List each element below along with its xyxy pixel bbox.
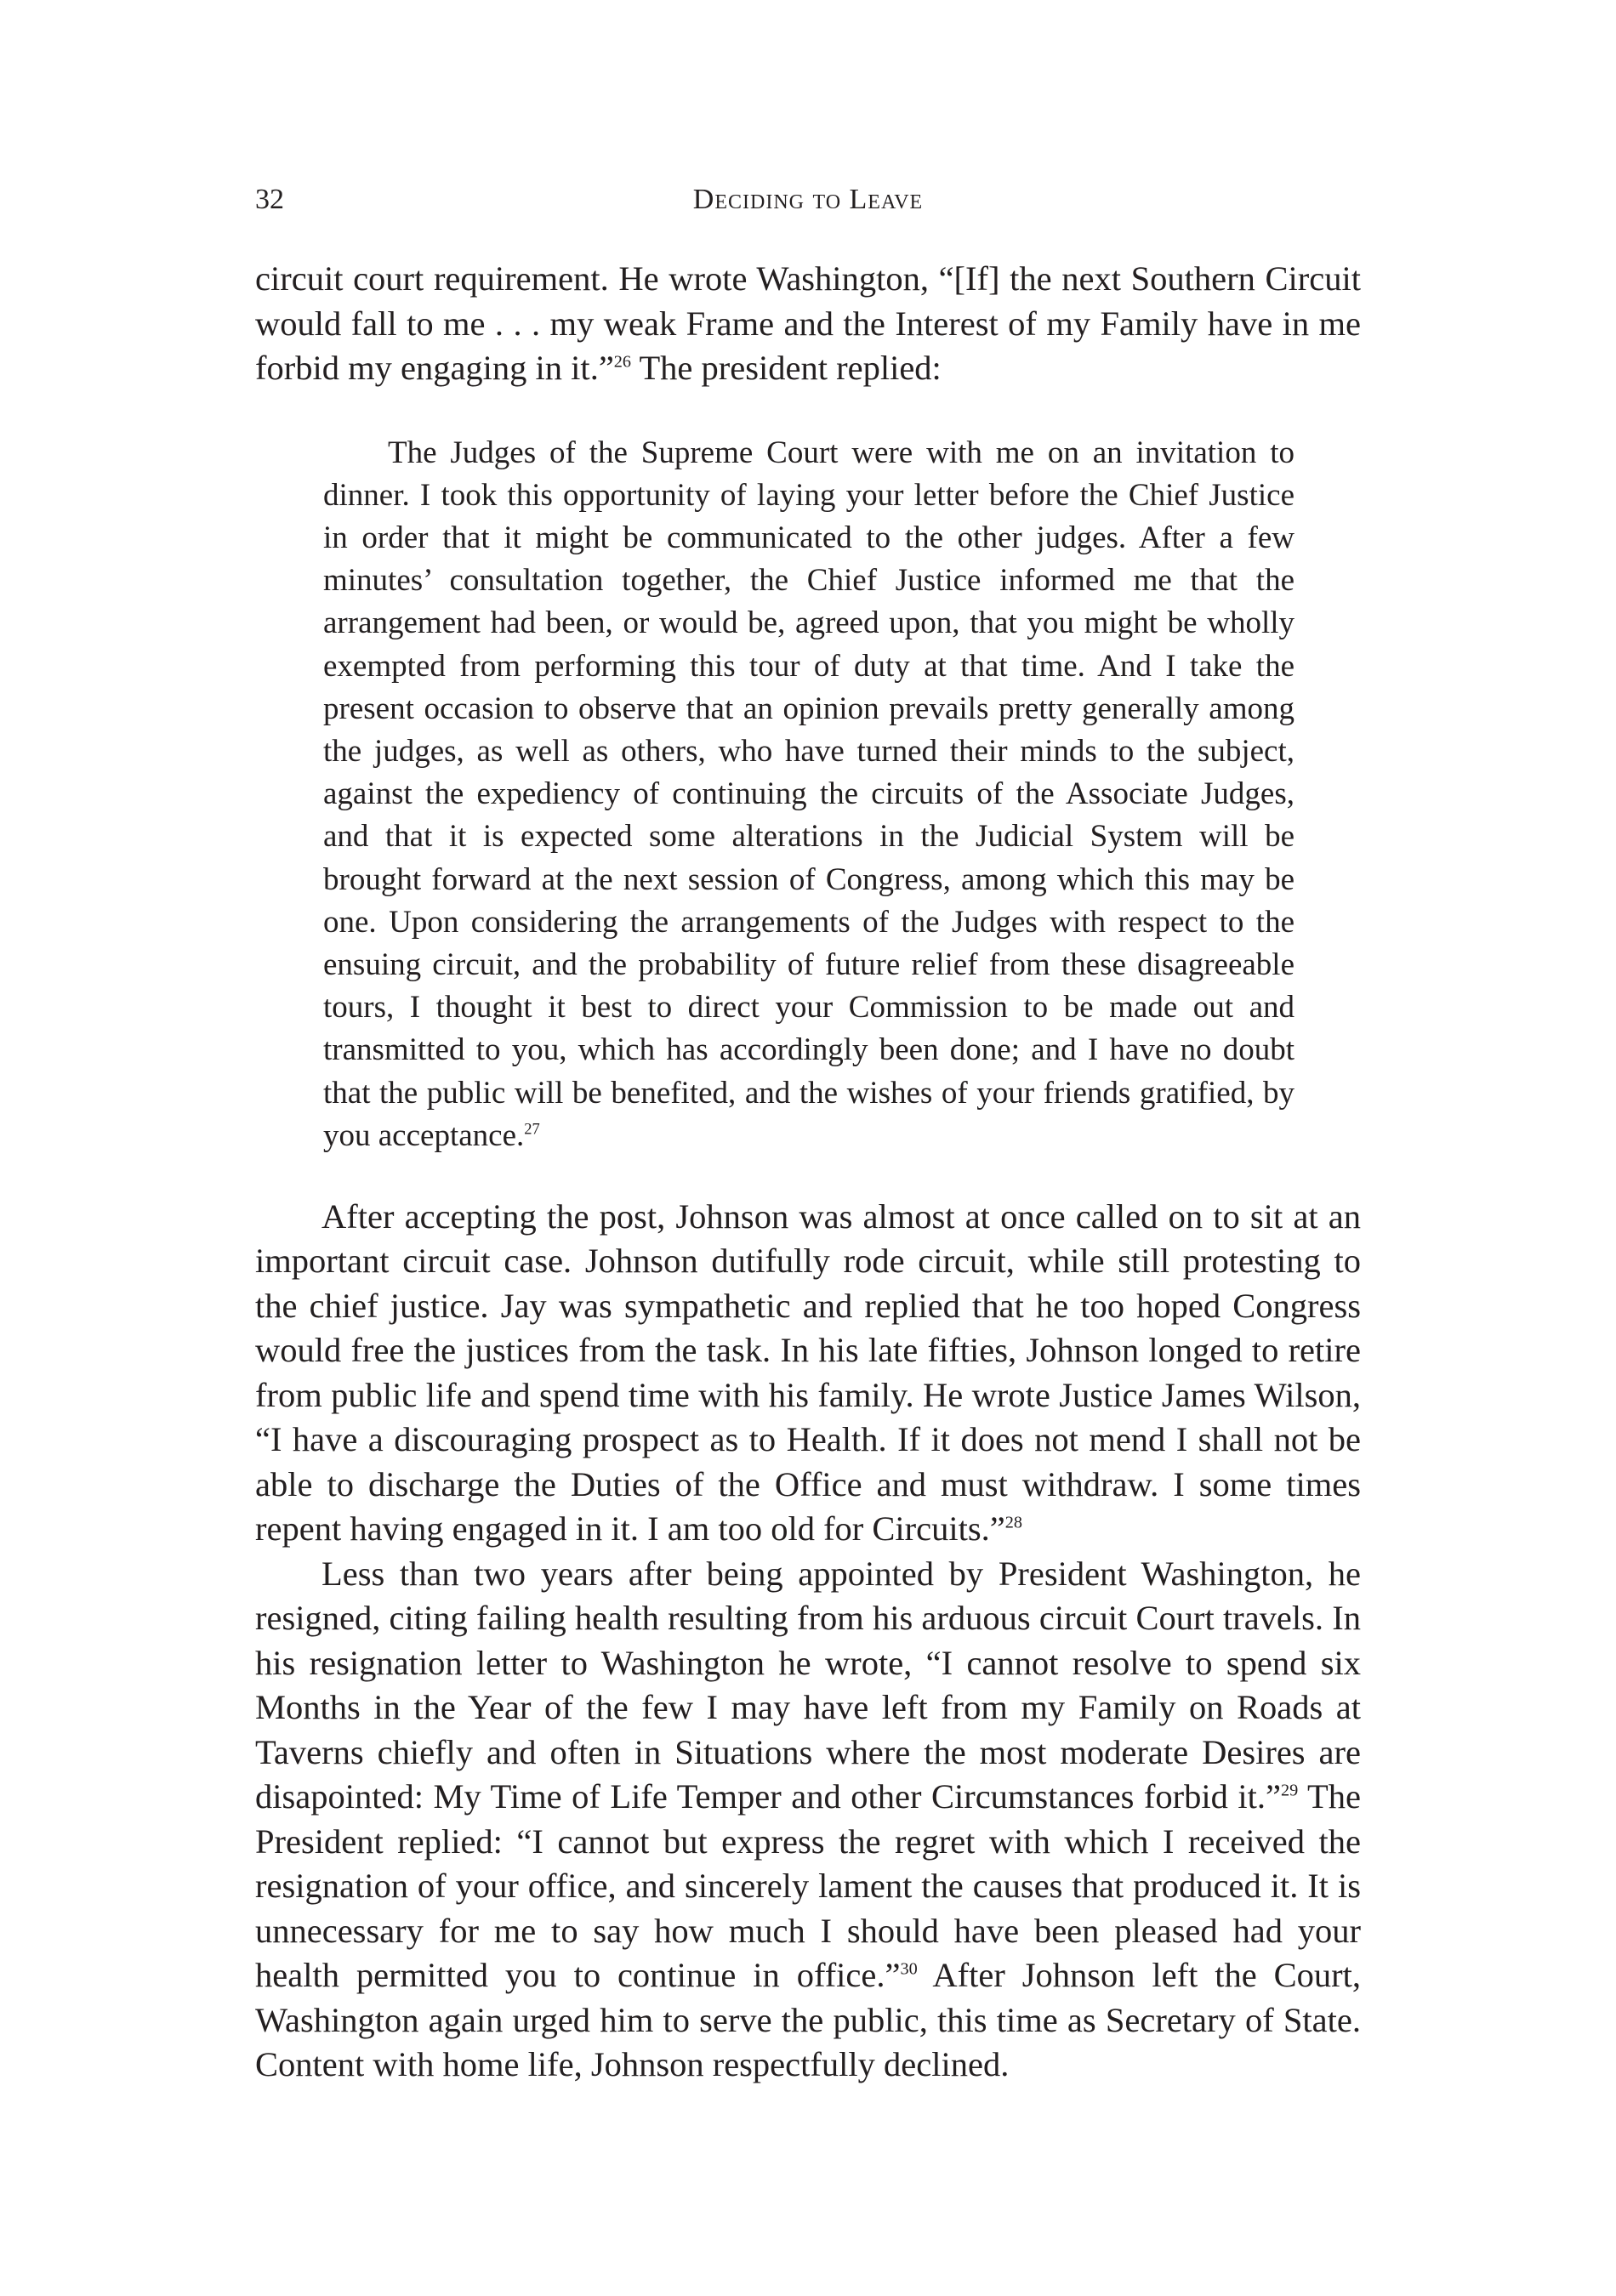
running-head: [255, 179, 1361, 221]
running-title: Deciding to Leave: [692, 184, 924, 215]
main-text: [255, 257, 1361, 2088]
paragraph-resignation-text-c: After Johnson left the Court, Washington again urged him to serve the public, this time as Secretary of State. Content with home life, Johnson respectfully declined.: [255, 1956, 1361, 2084]
block-quote-paragraph: [323, 432, 1295, 1157]
paragraph-resignation-text-a: Less than two years after being appointed by President Washington, he resigned, citing failing health resulting from his arduous circuit Court travels. In his resignation letter to Washington he wrote, “I cannot resolve to spend six Months in the Year of the few I may have left from my Family on Roads at Taverns chiefly and often in Situations where the most moderate Desires are disapointed: My Time of Life Temper and other Circumstances forbid it.”: [255, 1554, 1361, 1816]
footnote-ref-27: 27: [524, 1121, 540, 1139]
paragraph-resignation: [255, 1552, 1361, 2088]
page-number: 32: [255, 184, 284, 215]
block-quote-text: The Judges of the Supreme Court were with me on an invitation to dinner. I took this opportunity of laying your letter before the Chief Justice in order that it might be communicated to the other judges. After a few minutes’ consultation together, the Chief Justice informed me that the arrangement had been, or would be, agreed upon, that you might be wholly exempted from performing this tour of duty at that time. And I take the present occasion to observe that an opinion prevails pretty generally among the judges, as well as others, who have turned their minds to the subject, against the expediency of continuing the circuits of the Associate Judges, and that it is expected some alterations in the Judicial System will be brought forward at the next session of Congress, among which this may be one. Upon considering the arrangements of the Judges with respect to the ensuing circuit, and the probability of future relief from these disagreeable tours, I thought it best to direct your Commission to be made out and transmitted to you, which has accordingly been done; and I have no doubt that the public will be benefited, and the wishes of your friends gratified, by you acceptance.: [323, 435, 1295, 1153]
footnote-ref-29: 29: [1281, 1781, 1299, 1800]
paragraph-intro: [255, 257, 1361, 391]
footnote-ref-30: 30: [900, 1959, 918, 1979]
paragraph-johnson-circuit-text: After accepting the post, Johnson was almost at once called on to sit at an important circuit case. Johnson dutifully rode circuit, while still protesting to the chief justice. Jay was sympathetic and replied that he too hoped Congress would free the justices from the task. In his late fifties, Johnson longed to retire from public life and spend time with his family. He wrote Justice James Wilson, “I have a discouraging prospect as to Health. If it does not mend I shall not be able to discharge the Duties of the Office and must withdraw. I some times repent having engaged in it. I am too old for Circuits.”: [255, 1196, 1361, 1549]
paragraph-intro-tail: The president replied:: [631, 349, 942, 387]
paragraph-intro-text: circuit court requirement. He wrote Washington, “[If] the next Southern Circuit would fall to me . . . my weak Frame and the Interest of my Family have in me forbid my engaging in it.”: [255, 259, 1361, 387]
paragraph-johnson-circuit: [255, 1195, 1361, 1552]
paragraph-resignation-text-b: The President replied: “I cannot but express the regret with which I received the resignation of your office, and sincerely lament the causes that produced it. It is unnecessary for me to say how much I should have been pleased had your health permitted you to continue in office.”: [255, 1777, 1362, 1995]
footnote-ref-28: 28: [1004, 1513, 1023, 1532]
footnote-ref-26: 26: [613, 352, 632, 372]
block-quote: [323, 432, 1295, 1157]
